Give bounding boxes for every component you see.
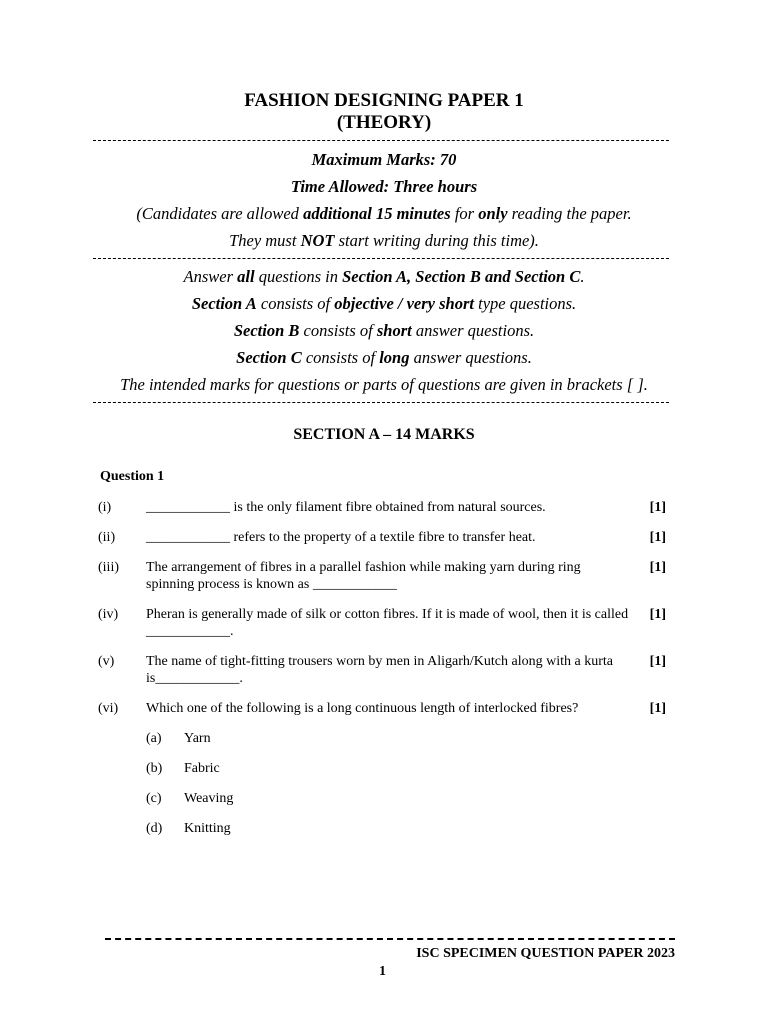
item-mark: [1] [649,607,666,622]
instruction-marks-note: The intended marks for questions or parts of questions are given in brackets [ ]. [120,375,648,394]
instruction-section-b: Section B consists of short answer questions. [233,321,535,340]
item-mark: [1] [649,530,666,545]
footer-divider [105,938,675,940]
item-text: ____________ is the only filament fibre obtained from natural sources. [146,500,546,515]
item-mark: [1] [649,654,666,669]
instruction-answer-all: Answer all questions in Section A, Section B and Section C. [183,267,585,286]
item-mark: [1] [649,560,666,575]
max-marks: Maximum Marks: 70 [311,150,457,169]
divider [93,402,669,403]
item-number: (iii) [98,560,119,575]
paper-title: FASHION DESIGNING PAPER 1 [244,90,524,111]
question-label: Question 1 [100,469,165,484]
option-label: (a) [146,731,162,746]
item-text: The name of tight-fitting trousers worn by men in Aligarh/Kutch along with a kurta is____________. [146,654,613,686]
option-text: Weaving [184,791,234,806]
page-number: 1 [379,964,386,979]
item-mark: [1] [649,701,666,716]
item-text: ____________ refers to the property of a textile fibre to transfer heat. [146,530,536,545]
section-heading: SECTION A – 14 MARKS [293,426,475,443]
item-number: (ii) [98,530,116,545]
divider [93,140,669,141]
item-number: (i) [98,500,112,515]
instruction-section-a: Section A consists of objective / very short type questions. [191,294,577,313]
option-label: (c) [146,791,162,806]
item-number: (v) [98,654,115,669]
footer-paper-label: ISC SPECIMEN QUESTION PAPER 2023 [416,946,675,961]
time-allowed: Time Allowed: Three hours [290,177,478,196]
option-text: Knitting [184,821,231,836]
item-text: Pheran is generally made of silk or cotton fibres. If it is made of wool, then it is called ____________. [146,607,629,639]
option-text: Fabric [184,761,220,776]
instruction-section-c: Section C consists of long answer questions. [236,348,532,367]
divider [93,258,669,259]
item-number: (vi) [98,701,119,716]
option-text: Yarn [184,731,211,746]
option-label: (d) [146,821,163,836]
paper-subtitle: (THEORY) [336,112,432,133]
item-text: The arrangement of fibres in a parallel fashion while making yarn during ring spinning process is known as ____________ [146,560,581,592]
reading-time-note: (Candidates are allowed additional 15 minutes for only reading the paper. [136,204,632,223]
writing-restriction-note: They must NOT start writing during this time). [229,231,539,250]
item-mark: [1] [649,500,666,515]
item-number: (iv) [98,607,119,622]
item-text: Which one of the following is a long continuous length of interlocked fibres? [146,701,579,716]
option-label: (b) [146,761,163,776]
